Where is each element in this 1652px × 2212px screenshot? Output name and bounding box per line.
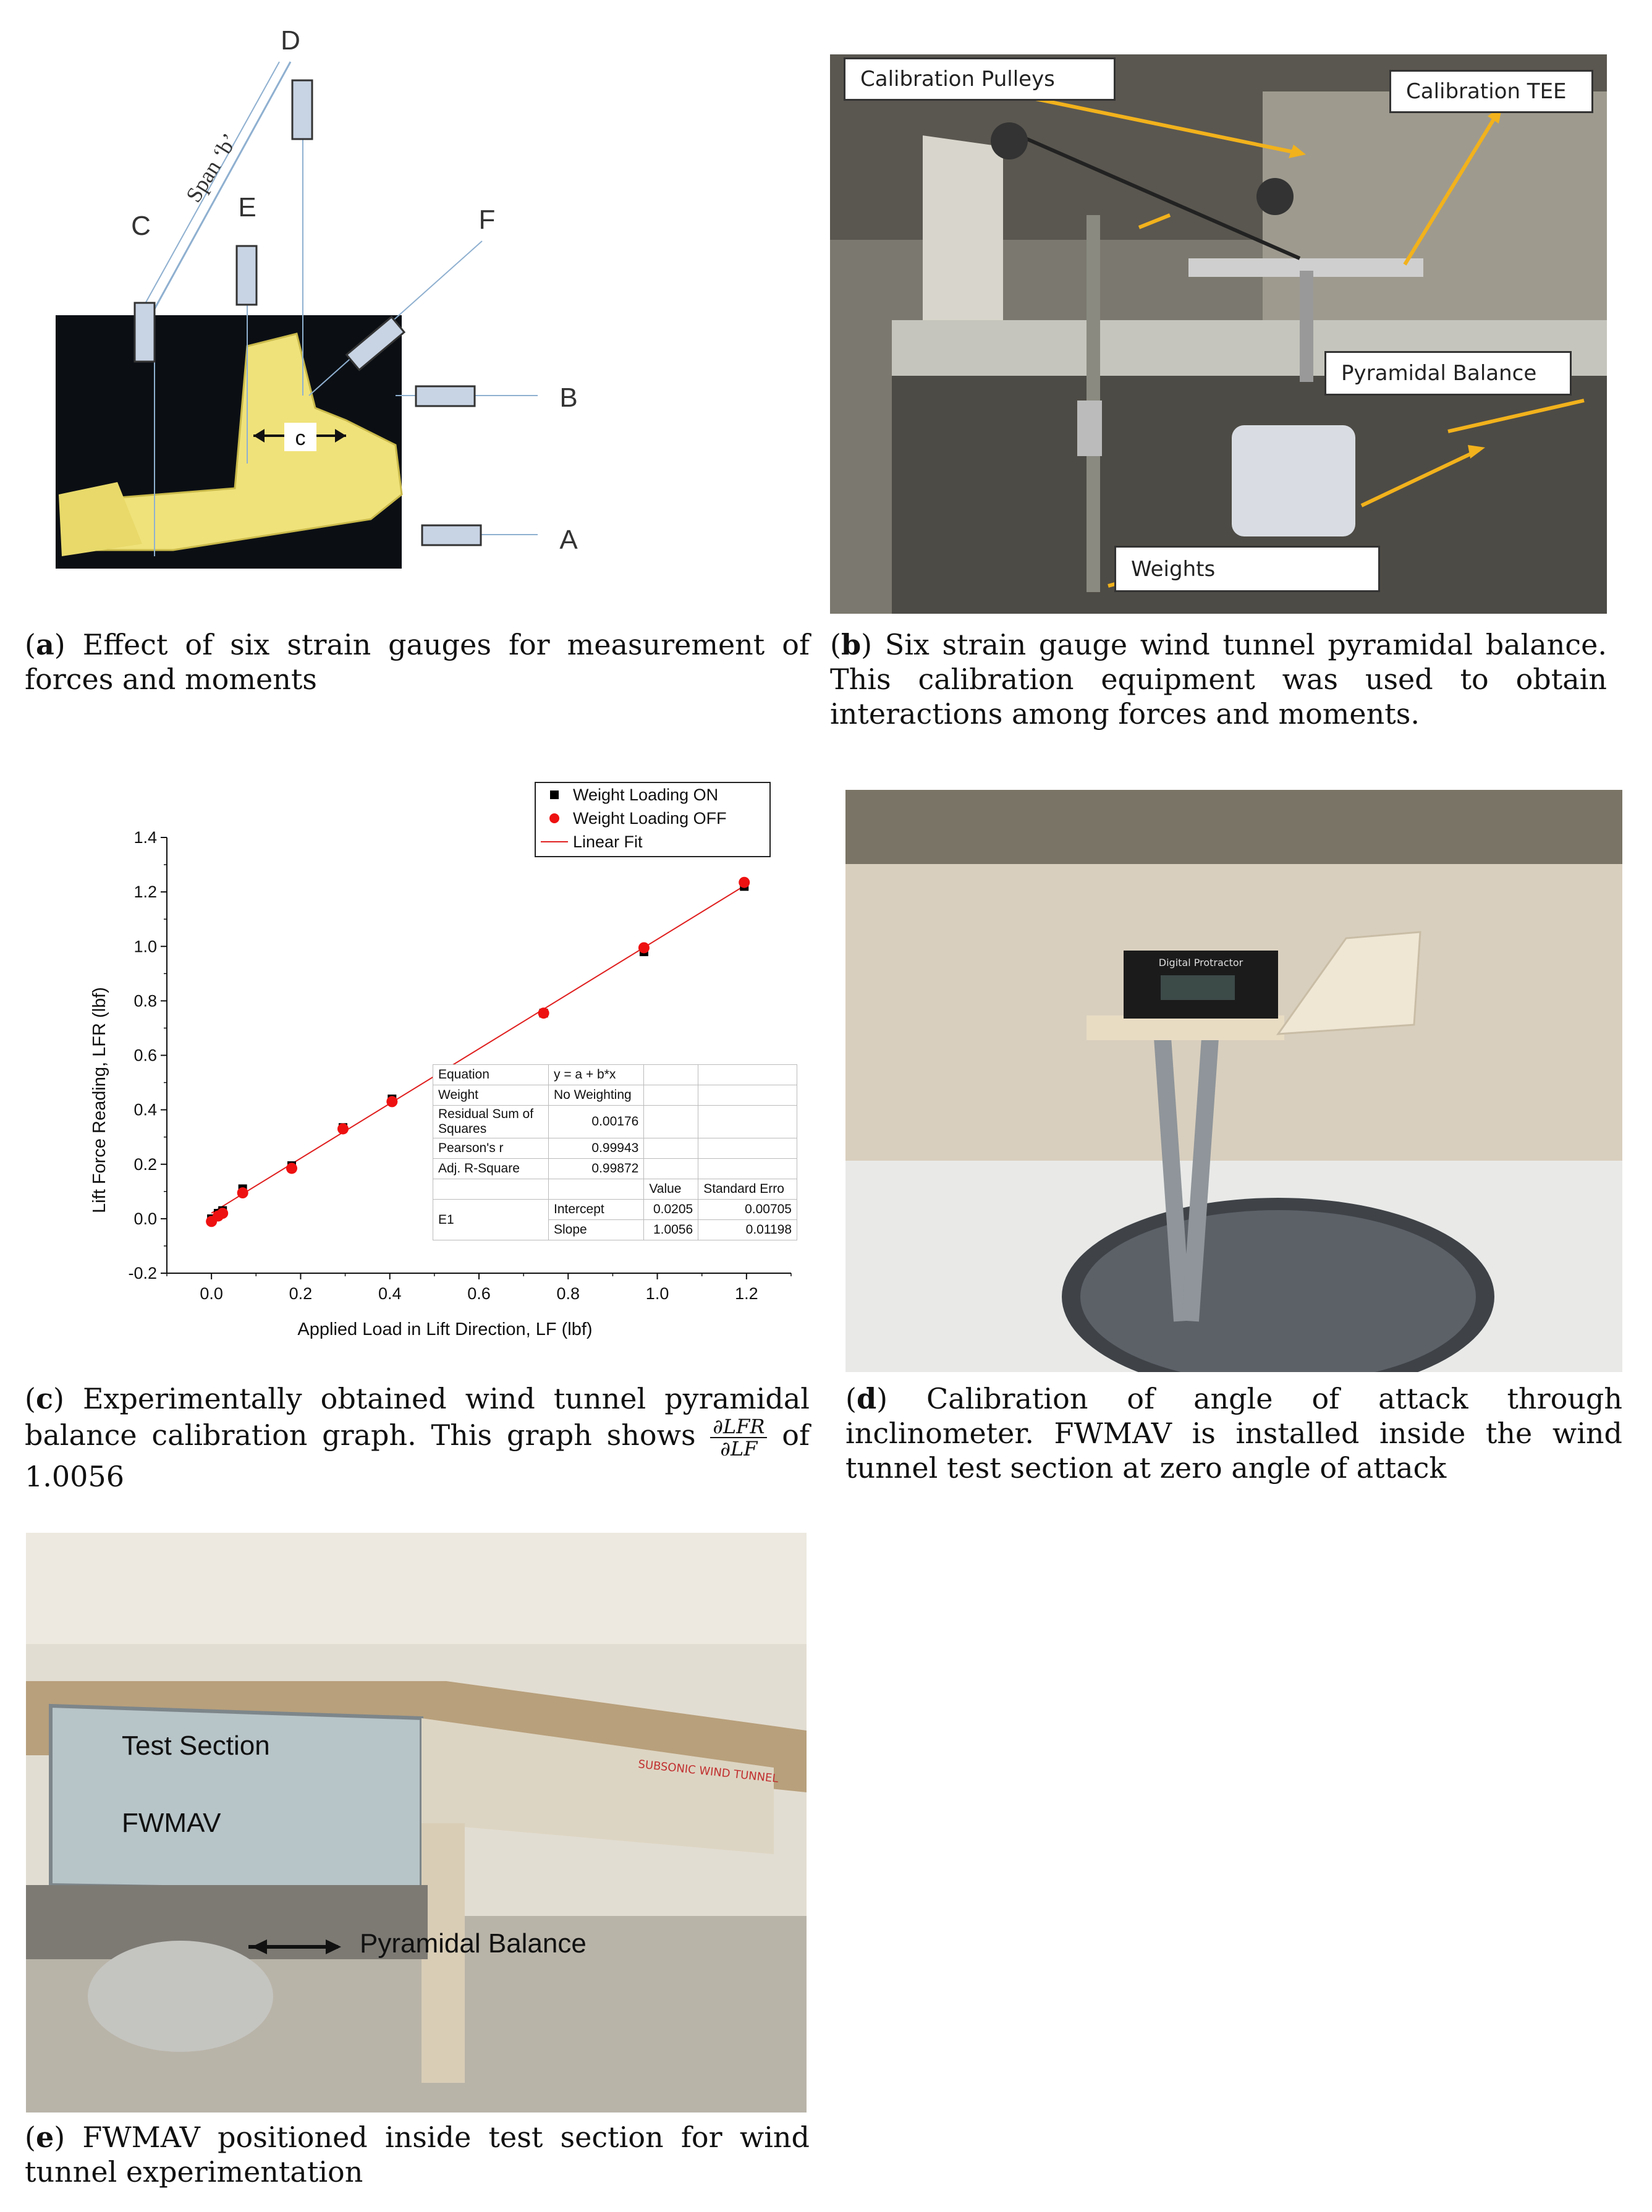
y-tick-label: 0.6 bbox=[133, 1046, 157, 1065]
panel-b bbox=[830, 54, 1607, 614]
x-tick-label: 0.6 bbox=[467, 1284, 491, 1303]
point-weight-off bbox=[237, 1187, 248, 1198]
x-tick-label: 0.8 bbox=[556, 1284, 580, 1303]
legend-label-weight-off: Weight Loading OFF bbox=[573, 808, 727, 828]
table-cell bbox=[549, 1179, 644, 1200]
x-tick-label: 1.0 bbox=[645, 1284, 669, 1303]
inclinometer-photo bbox=[845, 790, 1622, 1372]
caption-c-text: Experimentally obtained wind tunnel pyramidal balance calibration graph. This graph shows bbox=[25, 1382, 810, 1452]
partial-derivative-fraction bbox=[710, 1416, 767, 1459]
legend-item-weight-off bbox=[536, 807, 769, 830]
table-cell bbox=[698, 1138, 797, 1159]
caption-d: (d) Calibration of angle of attack through inclinometer. FWMAV is installed inside the wind tunnel test section at zero angle of attack bbox=[845, 1382, 1623, 1485]
callout-calibration-pulleys: Calibration Pulleys bbox=[844, 57, 1116, 101]
table-cell: Intercept bbox=[549, 1200, 644, 1220]
point-weight-off bbox=[386, 1096, 397, 1107]
panel-c bbox=[80, 779, 822, 1347]
legend-item-linear-fit bbox=[536, 830, 769, 854]
table-cell: Standard Erro bbox=[698, 1179, 797, 1200]
table-row bbox=[433, 1106, 797, 1138]
table-cell: 0.00176 bbox=[549, 1106, 644, 1138]
label-fwmav: FWMAV bbox=[122, 1808, 221, 1838]
table-cell: y = a + b*x bbox=[549, 1065, 644, 1085]
table-cell: 0.01198 bbox=[698, 1220, 797, 1240]
table-row bbox=[433, 1200, 797, 1220]
table-cell bbox=[698, 1085, 797, 1106]
table-row bbox=[433, 1065, 797, 1085]
fraction-denominator: ∂LF bbox=[720, 1437, 758, 1460]
caption-e-letter: e bbox=[35, 2121, 54, 2154]
table-cell bbox=[644, 1159, 698, 1179]
strain-gauge-diagram bbox=[25, 12, 810, 618]
label-d: D bbox=[281, 25, 300, 56]
y-tick-label: 0.4 bbox=[133, 1100, 157, 1119]
caption-a-letter: a bbox=[35, 628, 54, 661]
caption-d-text: Calibration of angle of attack through inclinometer. FWMAV is installed inside the wind tunnel test section at zero angle of attack bbox=[845, 1382, 1623, 1485]
caption-b-text: Six strain gauge wind tunnel pyramidal balance. This calibration equipment was used to obtain interactions among forces and moments. bbox=[830, 628, 1607, 731]
table-cell bbox=[698, 1065, 797, 1085]
y-tick-label: 1.0 bbox=[133, 937, 157, 956]
table-cell: 1.0056 bbox=[644, 1220, 698, 1240]
chart-x-axis-label: Applied Load in Lift Direction, LF (lbf) bbox=[297, 1320, 593, 1339]
y-tick-label: 1.4 bbox=[133, 828, 157, 847]
caption-c: (c) Experimentally obtained wind tunnel pyramidal balance calibration graph. This graph shows ∂LFR ∂LF of 1.0056 bbox=[25, 1382, 810, 1493]
legend-label-linear-fit: Linear Fit bbox=[573, 832, 643, 851]
label-pyramidal-balance: Pyramidal Balance bbox=[360, 1928, 587, 1959]
table-cell: No Weighting bbox=[549, 1085, 644, 1106]
caption-c-letter: c bbox=[35, 1382, 53, 1415]
callout-pyramidal-balance: Pyramidal Balance bbox=[1324, 351, 1572, 396]
table-cell: 0.99872 bbox=[549, 1159, 644, 1179]
y-tick-label: 1.2 bbox=[133, 883, 157, 902]
legend-label-weight-on: Weight Loading ON bbox=[573, 785, 719, 804]
callout-weights: Weights bbox=[1114, 546, 1380, 592]
label-c: C bbox=[131, 211, 151, 241]
table-cell bbox=[644, 1065, 698, 1085]
caption-e: (e) FWMAV positioned inside test section for wind tunnel experimentation bbox=[25, 2121, 810, 2189]
table-cell bbox=[433, 1179, 549, 1200]
point-weight-off bbox=[286, 1163, 297, 1174]
label-b: B bbox=[559, 383, 578, 413]
line-marker-icon bbox=[541, 841, 568, 842]
table-cell: Value bbox=[644, 1179, 698, 1200]
fraction-numerator: ∂LFR bbox=[710, 1416, 767, 1438]
caption-b: (b) Six strain gauge wind tunnel pyramidal balance. This calibration equipment was used to obtain interactions among forces and moments. bbox=[830, 628, 1607, 731]
strain-gauge-a bbox=[422, 525, 481, 545]
table-cell: 0.0205 bbox=[644, 1200, 698, 1220]
panel-a bbox=[25, 12, 810, 618]
caption-e-text: FWMAV positioned inside test section for wind tunnel experimentation bbox=[25, 2121, 810, 2189]
protractor-label: Digital Protractor bbox=[1158, 957, 1243, 968]
label-e: E bbox=[238, 192, 256, 222]
chart-legend bbox=[535, 782, 771, 857]
label-test-section: Test Section bbox=[122, 1731, 270, 1761]
table-cell bbox=[644, 1138, 698, 1159]
y-tick-label: 0.0 bbox=[133, 1209, 157, 1228]
table-cell bbox=[698, 1159, 797, 1179]
table-cell: Pearson's r bbox=[433, 1138, 549, 1159]
tunnel-label: SUBSONIC WIND TUNNEL bbox=[637, 1758, 779, 1786]
callout-calibration-tee: Calibration TEE bbox=[1389, 70, 1593, 113]
table-cell: E1 bbox=[433, 1200, 549, 1240]
table-row bbox=[433, 1138, 797, 1159]
table-cell: Adj. R-Square bbox=[433, 1159, 549, 1179]
legend-item-weight-on bbox=[536, 783, 769, 807]
circle-marker-icon bbox=[549, 813, 559, 823]
x-tick-label: 0.2 bbox=[289, 1284, 313, 1303]
square-marker-icon bbox=[550, 790, 559, 799]
table-cell: 0.99943 bbox=[549, 1138, 644, 1159]
x-tick-label: 0.0 bbox=[200, 1284, 223, 1303]
point-weight-off bbox=[337, 1123, 349, 1134]
caption-b-letter: b bbox=[841, 628, 862, 661]
panel-e bbox=[26, 1533, 807, 2112]
panel-d bbox=[845, 790, 1622, 1372]
chart-y-axis-label: Lift Force Reading, LFR (lbf) bbox=[90, 987, 109, 1213]
table-cell: Weight bbox=[433, 1085, 549, 1106]
point-weight-off bbox=[739, 877, 750, 888]
point-weight-off bbox=[638, 942, 650, 953]
fit-statistics-table bbox=[433, 1064, 797, 1240]
table-cell: Equation bbox=[433, 1065, 549, 1085]
table-cell: Slope bbox=[549, 1220, 644, 1240]
table-cell: 0.00705 bbox=[698, 1200, 797, 1220]
y-tick-label: 0.2 bbox=[133, 1155, 157, 1174]
table-row bbox=[433, 1085, 797, 1106]
point-weight-off bbox=[538, 1007, 549, 1019]
x-tick-label: 1.2 bbox=[735, 1284, 758, 1303]
table-row bbox=[433, 1179, 797, 1200]
table-cell bbox=[644, 1106, 698, 1138]
table-cell: Residual Sum of Squares bbox=[433, 1106, 549, 1138]
label-a: A bbox=[559, 525, 578, 555]
strain-gauge-e bbox=[237, 246, 256, 305]
table-row bbox=[433, 1159, 797, 1179]
pyramidal-balance-photo bbox=[830, 54, 1607, 614]
table-cell bbox=[698, 1106, 797, 1138]
y-tick-label: 0.8 bbox=[133, 991, 157, 1011]
strain-gauge-c bbox=[135, 303, 155, 362]
chord-label: c bbox=[295, 426, 306, 450]
label-span: Span ‘b’ bbox=[180, 129, 242, 207]
strain-gauge-d bbox=[292, 80, 312, 139]
calibration-chart bbox=[80, 779, 822, 1347]
x-tick-label: 0.4 bbox=[378, 1284, 402, 1303]
y-tick-label: -0.2 bbox=[128, 1264, 157, 1282]
balance-housing bbox=[88, 1941, 273, 2052]
caption-a: (a) Effect of six strain gauges for measurement of forces and moments bbox=[25, 628, 810, 696]
table-cell bbox=[644, 1085, 698, 1106]
caption-d-letter: d bbox=[856, 1382, 877, 1415]
strain-gauge-b bbox=[416, 386, 475, 406]
caption-c-tail: of 1.0056 bbox=[25, 1418, 810, 1493]
caption-a-text: Effect of six strain gauges for measurement of forces and moments bbox=[25, 628, 810, 696]
point-weight-off bbox=[217, 1208, 228, 1219]
label-f: F bbox=[478, 205, 496, 235]
